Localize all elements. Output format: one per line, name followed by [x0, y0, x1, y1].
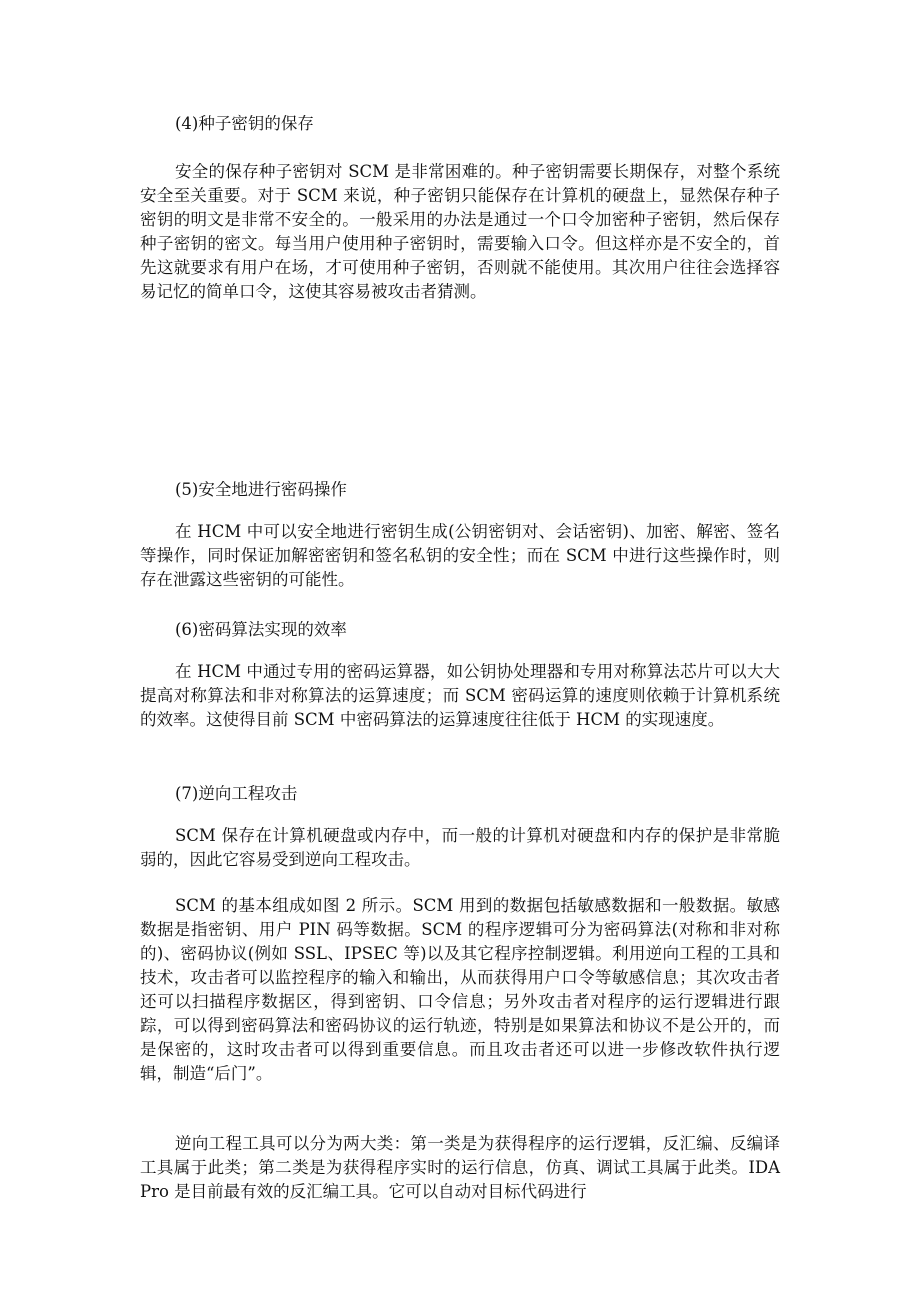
paragraph: SCM 的基本组成如图 2 所示。SCM 用到的数据包括敏感数据和一般数据。敏感数据是指密钥、用户 PIN 码等数据。SCM 的程序逻辑可分为密码算法(对称和非对称的)、密码协议(例如 SSL、IPSEC 等)以及其它程序控制逻辑。利用逆向工程的工具和技术，攻击者可以监控程序的输入和输出，从而获得用户口令等敏感信息；其次攻击者还可以扫描程序数据区，得到密钥、口令信息；另外攻击者对程序的运行逻辑进行跟踪，可以得到密码算法和密码协议的运行轨迹，特别是如果算法和协议不是公开的，而是保密的，这时攻击者可以得到重要信息。而且攻击者还可以进一步修改软件执行逻辑，制造“后门”。	[140, 896, 780, 1083]
section-6-body	[140, 660, 780, 732]
section-7	[140, 782, 780, 806]
paragraph: 在 HCM 中通过专用的密码运算器，如公钥协处理器和专用对称算法芯片可以大大提高对称算法和非对称算法的运算速度；而 SCM 密码运算的速度则依赖于计算机系统的效率。这使得目前 SCM 中密码算法的运算速度往往低于 HCM 的实现速度。	[140, 662, 780, 729]
section-heading: (7)逆向工程攻击	[175, 784, 298, 803]
paragraph: 安全的保存种子密钥对 SCM 是非常困难的。种子密钥需要长期保存，对整个系统安全至关重要。对于 SCM 来说，种子密钥只能保存在计算机的硬盘上，显然保存种子密钥的明文是非常不安全的。一般采用的办法是通过一个口令加密种子密钥，然后保存种子密钥的密文。每当用户使用种子密钥时，需要输入口令。但这样亦是不安全的，首先这就要求有用户在场，才可使用种子密钥，否则就不能使用。其次用户往往会选择容易记忆的简单口令，这使其容易被攻击者猜测。	[140, 162, 780, 301]
paragraph: 在 HCM 中可以安全地进行密钥生成(公钥密钥对、会话密钥)、加密、解密、签名等操作，同时保证加解密密钥和签名私钥的安全性；而在 SCM 中进行这些操作时，则存在泄露这些密钥的可能性。	[140, 522, 780, 589]
section-7-body-3	[140, 1132, 780, 1204]
section-7-body-1	[140, 824, 780, 872]
section-heading: (4)种子密钥的保存	[175, 114, 314, 133]
section-5-body	[140, 520, 780, 592]
section-heading: (6)密码算法实现的效率	[175, 620, 347, 639]
section-4-body	[140, 160, 780, 304]
section-7-body-2	[140, 894, 780, 1086]
section-heading: (5)安全地进行密码操作	[175, 480, 347, 499]
section-5	[140, 478, 780, 502]
paragraph: SCM 保存在计算机硬盘或内存中，而一般的计算机对硬盘和内存的保护是非常脆弱的，因此它容易受到逆向工程攻击。	[140, 826, 780, 869]
section-6	[140, 618, 780, 642]
section-4	[140, 112, 780, 136]
paragraph: 逆向工程工具可以分为两大类：第一类是为获得程序的运行逻辑，反汇编、反编译工具属于此类；第二类是为获得程序实时的运行信息，仿真、调试工具属于此类。IDA Pro 是目前最有效的反汇编工具。它可以自动对目标代码进行	[140, 1134, 780, 1201]
